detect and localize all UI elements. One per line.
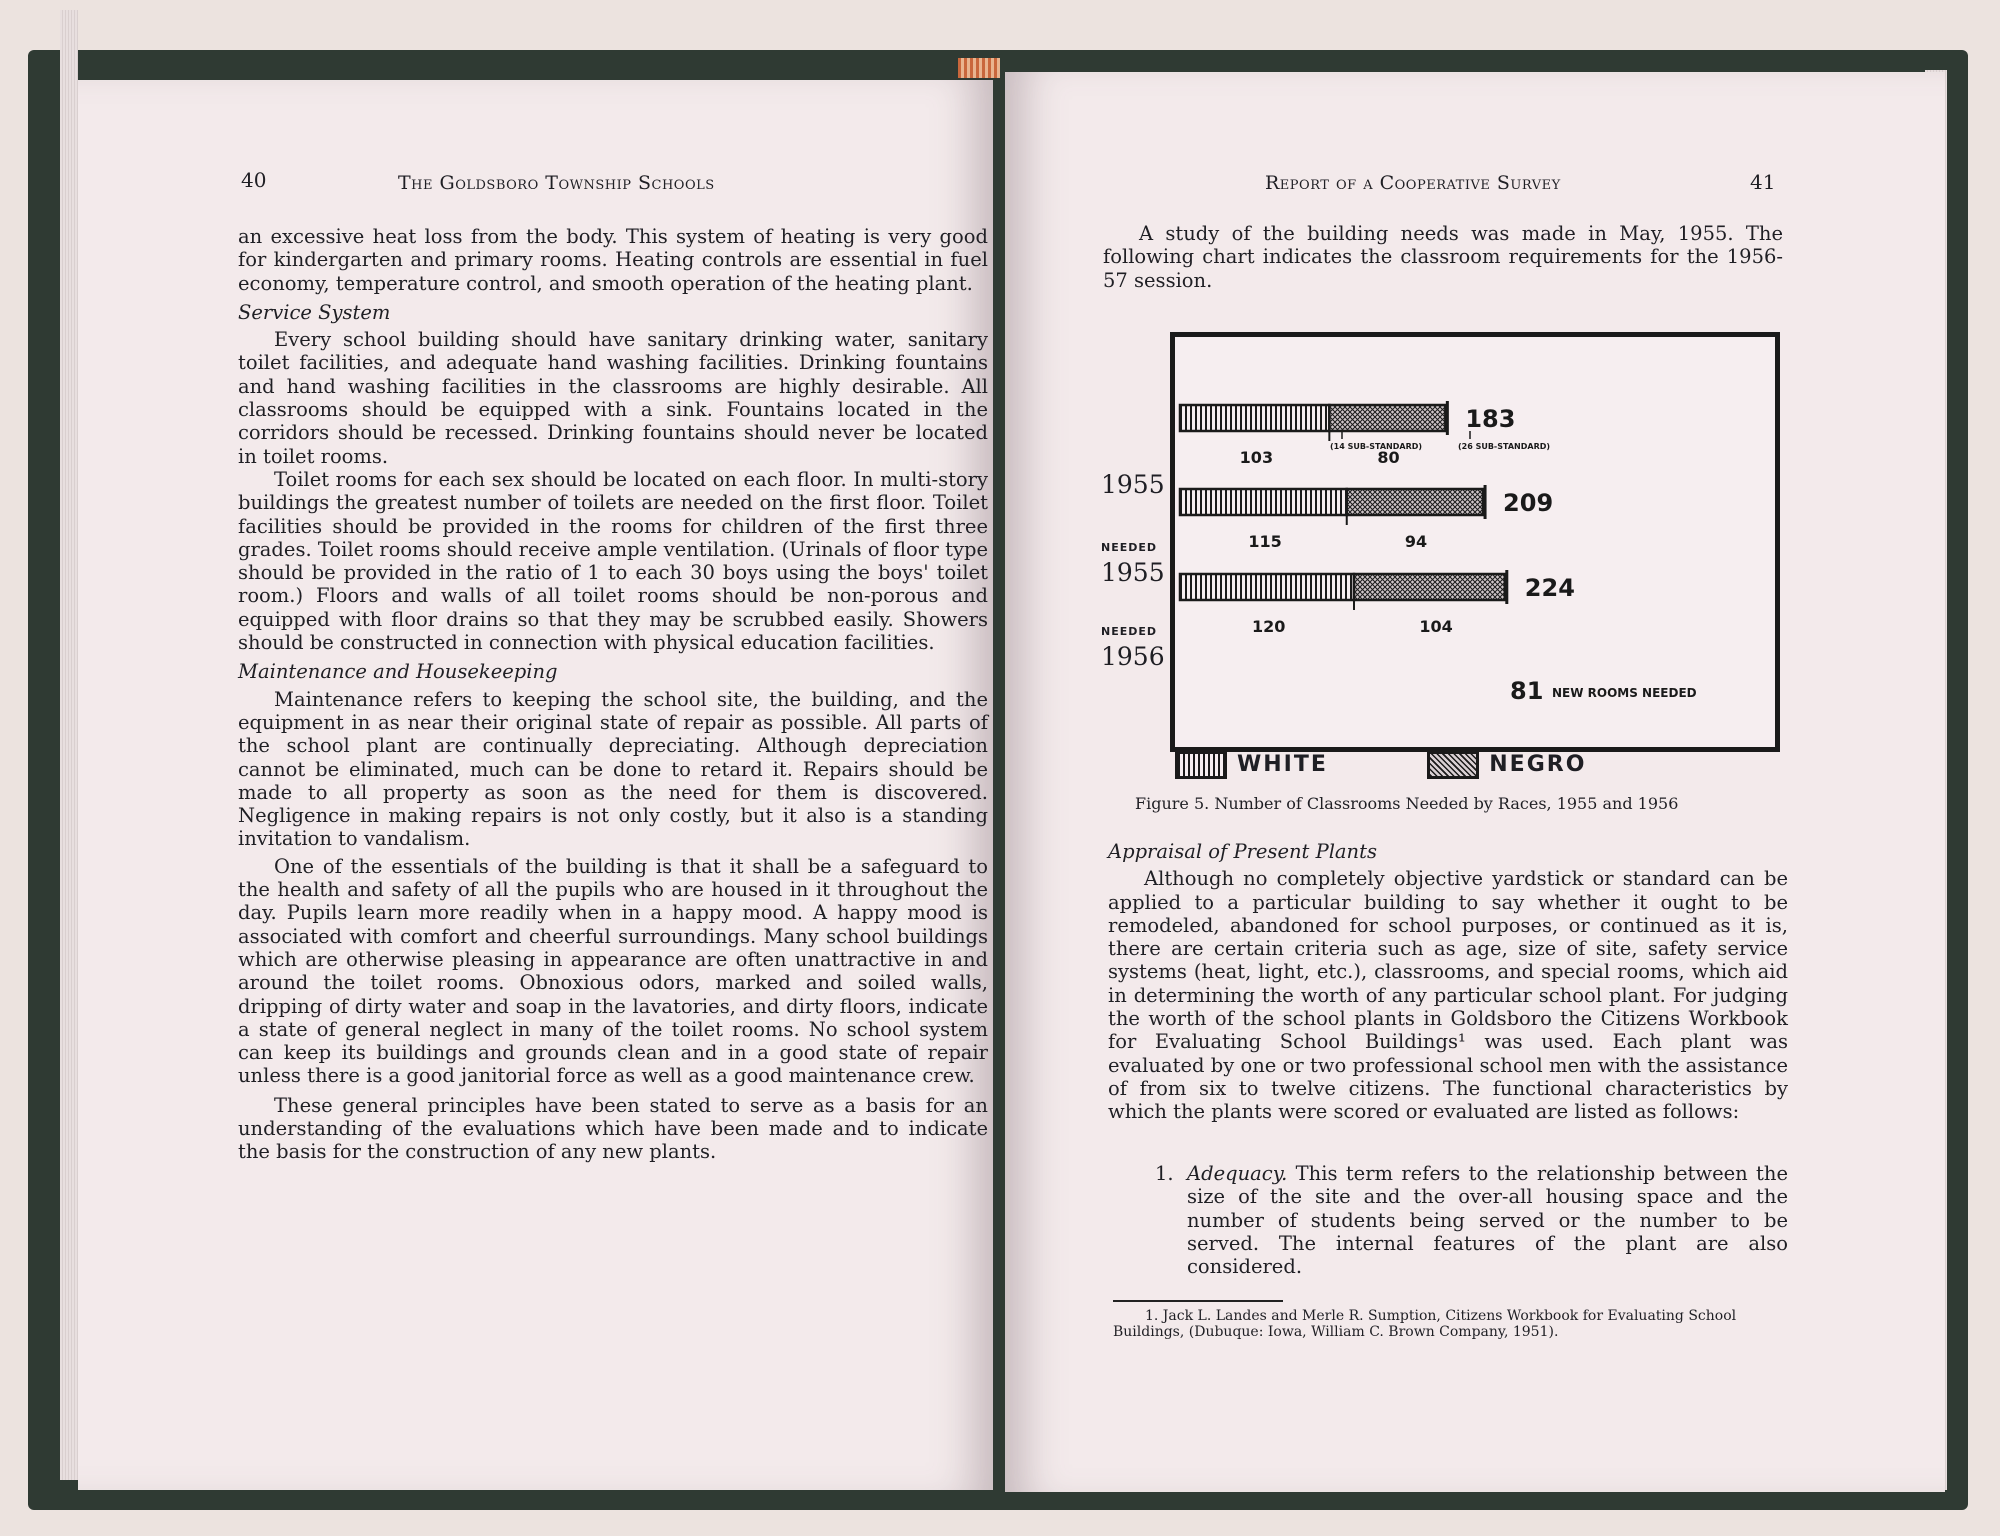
legend-label-negro: NEGRO — [1489, 752, 1587, 777]
chart-legend — [1175, 751, 1586, 779]
paragraph: A study of the building needs was made in May, 1955. The following chart indicates the classroom requirements for the 1956-57 session. — [1103, 222, 1783, 292]
negro-value-label: 94 — [1404, 532, 1428, 551]
section-heading: Maintenance and Housekeeping — [238, 660, 558, 684]
left-page — [78, 80, 993, 1490]
substandard-note-negro: (26 SUB-STANDARD) — [1458, 442, 1551, 451]
negro-value-label: 104 — [1419, 617, 1453, 636]
total-label: 183 — [1465, 405, 1516, 433]
new-rooms-value: 81 — [1510, 677, 1544, 705]
footnote: 1. Jack L. Landes and Merle R. Sumption, Citizens Workbook for Evaluating School Buildings, (Dubuque: Iowa, William C. Brown Company, 1951). — [1113, 1308, 1737, 1340]
figure-caption: Figure 5. Number of Classrooms Needed by Races, 1955 and 1956 — [1135, 794, 1679, 813]
category-label-year: 1955 — [1101, 558, 1165, 587]
footnote-rule — [1113, 1300, 1283, 1302]
legend-swatch-white — [1175, 751, 1227, 779]
right-text-column — [1108, 834, 1788, 1124]
category-label-year: 1956 — [1101, 642, 1165, 671]
total-label: 209 — [1503, 489, 1554, 517]
paragraph: Every school building should have sanitary drinking water, sanitary toilet facilities, and adequate hand washing facilities. Drinking fountains and hand washing facilities in the classrooms are highly desirable. All classrooms should be equipped with a sink. Fountains located in the corridors should be recessed. Drinking fountains should never be located in toilet rooms. — [238, 328, 988, 468]
left-text-column — [238, 225, 988, 1164]
legend-label-white: WHITE — [1237, 752, 1328, 777]
paragraph: These general principles have been stated to serve as a basis for an understanding of the evaluations which have been made and to indicate the basis for the construction of any new plants. — [238, 1093, 988, 1164]
total-label: 224 — [1524, 574, 1575, 602]
running-head: The Goldsboro Township Schools — [398, 172, 715, 194]
intro-paragraph — [1103, 222, 1783, 292]
category-label-needed: NEEDED — [1101, 625, 1158, 638]
spine-headband — [958, 58, 1000, 78]
white-value-label: 115 — [1248, 532, 1282, 551]
bar-white — [1180, 489, 1347, 515]
page-number: 40 — [241, 168, 267, 192]
white-value-label: 103 — [1239, 448, 1274, 467]
list-number: 1. — [1155, 1162, 1174, 1185]
list-text: This term refers to the relationship between the size of the site and the over-all housing space and the number of students being served or the number to be served. The internal features of the plant are also considered. — [1187, 1162, 1788, 1279]
page-edges-left — [60, 10, 78, 1480]
bar-negro — [1347, 489, 1483, 515]
list-term: Adequacy. — [1187, 1162, 1288, 1185]
chart-svg — [1175, 337, 1775, 747]
criteria-list-item — [1155, 1162, 1788, 1278]
running-head: Report of a Cooperative Survey — [1265, 172, 1561, 194]
section-heading: Appraisal of Present Plants — [1108, 840, 1377, 863]
new-rooms-label: NEW ROOMS NEEDED — [1552, 686, 1697, 700]
page-number: 41 — [1750, 170, 1776, 194]
bar-white — [1180, 574, 1354, 600]
paragraph: Toilet rooms for each sex should be located on each floor. In multi-story buildings the greatest number of toilets are needed on the first floor. Toilet facilities should be provided in the rooms for children of the first three grades. Toilet rooms should receive ample ventilation. (Urinals of floor type should be provided in the ratio of 1 to each 30 boys using the boys' toilet room.) Floors and walls of all toilet rooms should be non-porous and equipped with floor drains so that they may be scrubbed easily. Showers should be constructed in connection with physical education facilities. — [238, 467, 988, 655]
legend-swatch-negro — [1427, 751, 1479, 779]
category-label-year: 1955 — [1101, 470, 1165, 499]
paragraph: an excessive heat loss from the body. This system of heating is very good for kindergarten and primary rooms. Heating controls are essential in fuel economy, temperature control, and smooth operation of the heating plant. — [238, 225, 988, 295]
paragraph: One of the essentials of the building is that it shall be a safeguard to the health and safety of all the pupils who are housed in it throughout the day. Pupils learn more readily when in a happy mood. A happy mood is associated with comfort and cheerful surroundings. Many school buildings which are otherwise pleasing in appearance are often unattractive in and around the toilet rooms. Obnoxious odors, marked and soiled walls, dripping of dirty water and soap in the lavatories, and dirty floors, indicate a state of general neglect in many of the toilet rooms. No school system can keep its buildings and grounds clean and in a good state of repair unless there is a good janitorial force as well as a good maintenance crew. — [238, 854, 988, 1088]
classrooms-chart — [1170, 332, 1780, 752]
white-value-label: 120 — [1252, 617, 1286, 636]
paragraph: Although no completely objective yardstick or standard can be applied to a particular building to say whether it ought to be remodeled, abandoned for school purposes, or continued as it is, there are certain criteria such as age, size of site, safety service systems (heat, light, etc.), classrooms, and special rooms, which aid in determining the worth of any particular school plant. For judging the worth of the school plants in Goldsboro the Citizens Workbook for Evaluating School Buildings¹ was used. Each plant was evaluated by one or two professional school men with the assistance of from six to twelve citizens. The functional characteristics by which the plants were scored or evaluated are listed as follows: — [1108, 867, 1788, 1124]
bar-negro — [1354, 574, 1505, 600]
bar-negro — [1329, 405, 1445, 431]
substandard-note-white: (14 SUB-STANDARD) — [1330, 442, 1423, 451]
right-page — [1005, 72, 1945, 1492]
bar-white — [1180, 405, 1329, 431]
category-label-needed: NEEDED — [1101, 541, 1158, 554]
section-heading: Service System — [238, 300, 391, 324]
negro-value-label: 80 — [1377, 448, 1400, 467]
paragraph: Maintenance refers to keeping the school site, the building, and the equipment in as near their original state of repair as possible. All parts of the school plant are continually depreciating. Although depreciation cannot be eliminated, much can be done to retard it. Repairs should be made to all property as soon as the need for them is discovered. Negligence in making repairs is not only costly, but it also is a standing invitation to vandalism. — [238, 687, 988, 851]
